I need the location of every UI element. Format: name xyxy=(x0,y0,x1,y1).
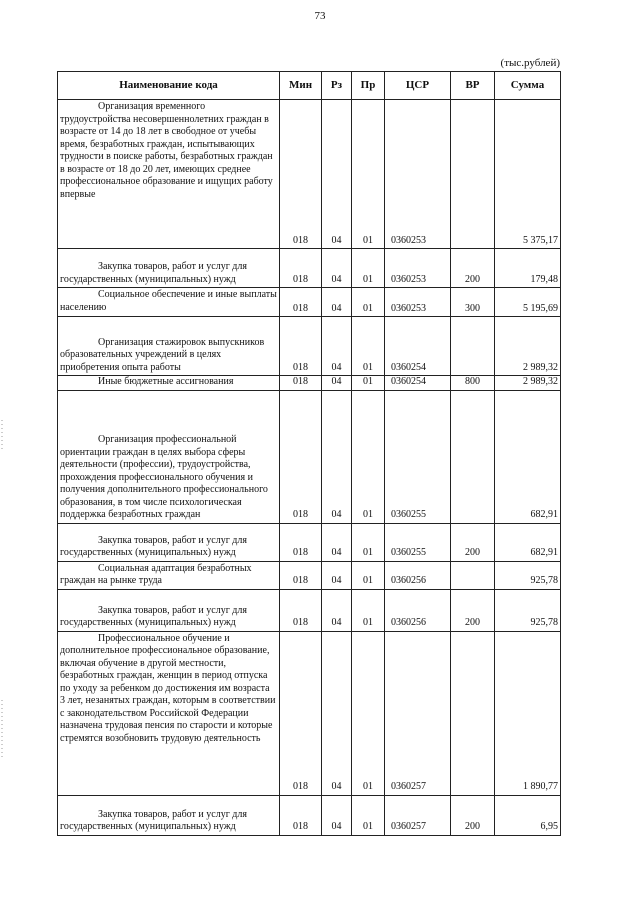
row-vr xyxy=(451,561,495,589)
row-min: 018 xyxy=(280,631,322,795)
row-min: 018 xyxy=(280,100,322,249)
row-min: 018 xyxy=(280,589,322,631)
table-row xyxy=(58,376,561,391)
header-csr: ЦСР xyxy=(385,72,451,100)
row-rz: 04 xyxy=(322,288,352,317)
row-pr: 01 xyxy=(352,288,385,317)
header-min: Мин xyxy=(280,72,322,100)
row-pr: 01 xyxy=(352,523,385,561)
header-sum: Сумма xyxy=(495,72,561,100)
row-sum: 925,78 xyxy=(495,589,561,631)
row-min: 018 xyxy=(280,561,322,589)
row-csr: 0360253 xyxy=(385,249,451,288)
row-csr: 0360257 xyxy=(385,795,451,835)
table-row xyxy=(58,249,561,288)
row-vr xyxy=(451,100,495,249)
page-number: 73 xyxy=(314,10,326,22)
table-row xyxy=(58,523,561,561)
row-pr: 01 xyxy=(352,249,385,288)
row-min: 018 xyxy=(280,317,322,376)
table-row xyxy=(58,795,561,835)
row-sum: 2 989,32 xyxy=(495,317,561,376)
row-rz: 04 xyxy=(322,100,352,249)
row-csr: 0360257 xyxy=(385,631,451,795)
table-header-row xyxy=(58,72,561,100)
row-vr: 200 xyxy=(451,795,495,835)
row-rz: 04 xyxy=(322,561,352,589)
row-vr xyxy=(451,317,495,376)
row-rz: 04 xyxy=(322,317,352,376)
row-pr: 01 xyxy=(352,317,385,376)
row-sum: 2 989,32 xyxy=(495,376,561,391)
row-pr: 01 xyxy=(352,376,385,391)
row-sum: 682,91 xyxy=(495,523,561,561)
row-vr xyxy=(451,631,495,795)
row-rz: 04 xyxy=(322,795,352,835)
row-min: 018 xyxy=(280,523,322,561)
row-name: Иные бюджетные ассигнования xyxy=(58,376,280,391)
row-rz: 04 xyxy=(322,390,352,523)
row-csr: 0360254 xyxy=(385,376,451,391)
row-vr: 300 xyxy=(451,288,495,317)
row-csr: 0360253 xyxy=(385,100,451,249)
units-note: (тыс.рублей) xyxy=(500,57,560,69)
row-name: Закупка товаров, работ и услуг для государственных (муниципальных) нужд xyxy=(58,795,280,835)
table-row xyxy=(58,390,561,523)
row-name: Организация профессиональной ориентации граждан в целях выбора сферы деятельности (профессии), трудоустройства, прохождения профессионального обучения и получения дополнительного профессионального образования, в том числе психологическая поддержка безработных граждан xyxy=(58,390,280,523)
row-pr: 01 xyxy=(352,561,385,589)
row-pr: 01 xyxy=(352,631,385,795)
table-row xyxy=(58,631,561,795)
row-csr: 0360256 xyxy=(385,561,451,589)
row-rz: 04 xyxy=(322,523,352,561)
table-row xyxy=(58,561,561,589)
row-pr: 01 xyxy=(352,795,385,835)
row-vr: 200 xyxy=(451,249,495,288)
row-csr: 0360255 xyxy=(385,523,451,561)
row-name: Профессиональное обучение и дополнительное профессиональное образование, включая обучение в другой местности, безработных граждан, женщин в период отпуска по уходу за ребенком до достижения им возраста 3 лет, незанятых граждан, которым в соответствии с законодательством Российской Федерации назначена трудовая пенсия по старости и которые стремятся возобновить трудовую деятельность xyxy=(58,631,280,795)
budget-table xyxy=(57,71,561,836)
row-rz: 04 xyxy=(322,249,352,288)
row-min: 018 xyxy=(280,795,322,835)
row-sum: 6,95 xyxy=(495,795,561,835)
row-csr: 0360254 xyxy=(385,317,451,376)
row-rz: 04 xyxy=(322,376,352,391)
row-pr: 01 xyxy=(352,589,385,631)
row-name: Организация временного трудоустройства несовершеннолетних граждан в возрасте от 14 до 18 лет в свободное от учебы время, безработных граждан, испытывающих трудности в поиске работы, безработных граждан в возрасте от 18 до 20 лет, имеющих среднее профессиональное образование и ищущих работу впервые xyxy=(58,100,280,249)
row-min: 018 xyxy=(280,249,322,288)
row-sum: 925,78 xyxy=(495,561,561,589)
table-row xyxy=(58,317,561,376)
row-pr: 01 xyxy=(352,390,385,523)
row-sum: 5 195,69 xyxy=(495,288,561,317)
row-name: Социальная адаптация безработных граждан на рынке труда xyxy=(58,561,280,589)
header-rz: Рз xyxy=(322,72,352,100)
table-row xyxy=(58,288,561,317)
row-vr: 200 xyxy=(451,589,495,631)
row-sum: 179,48 xyxy=(495,249,561,288)
row-vr: 800 xyxy=(451,376,495,391)
row-rz: 04 xyxy=(322,589,352,631)
header-pr: Пр xyxy=(352,72,385,100)
scan-margin-marks xyxy=(1,0,3,905)
row-min: 018 xyxy=(280,376,322,391)
row-csr: 0360253 xyxy=(385,288,451,317)
row-pr: 01 xyxy=(352,100,385,249)
row-min: 018 xyxy=(280,390,322,523)
row-min: 018 xyxy=(280,288,322,317)
row-vr: 200 xyxy=(451,523,495,561)
row-name: Закупка товаров, работ и услуг для государственных (муниципальных) нужд xyxy=(58,523,280,561)
row-rz: 04 xyxy=(322,631,352,795)
table-row xyxy=(58,589,561,631)
row-sum: 682,91 xyxy=(495,390,561,523)
row-name: Закупка товаров, работ и услуг для государственных (муниципальных) нужд xyxy=(58,249,280,288)
header-vr: ВР xyxy=(451,72,495,100)
row-name: Закупка товаров, работ и услуг для государственных (муниципальных) нужд xyxy=(58,589,280,631)
row-name: Организация стажировок выпускников образовательных учреждений в целях приобретения опыта работы xyxy=(58,317,280,376)
row-name: Социальное обеспечение и иные выплаты населению xyxy=(58,288,280,317)
table-row xyxy=(58,100,561,249)
row-vr xyxy=(451,390,495,523)
row-csr: 0360255 xyxy=(385,390,451,523)
row-sum: 1 890,77 xyxy=(495,631,561,795)
header-name: Наименование кода xyxy=(58,72,280,100)
row-sum: 5 375,17 xyxy=(495,100,561,249)
row-csr: 0360256 xyxy=(385,589,451,631)
